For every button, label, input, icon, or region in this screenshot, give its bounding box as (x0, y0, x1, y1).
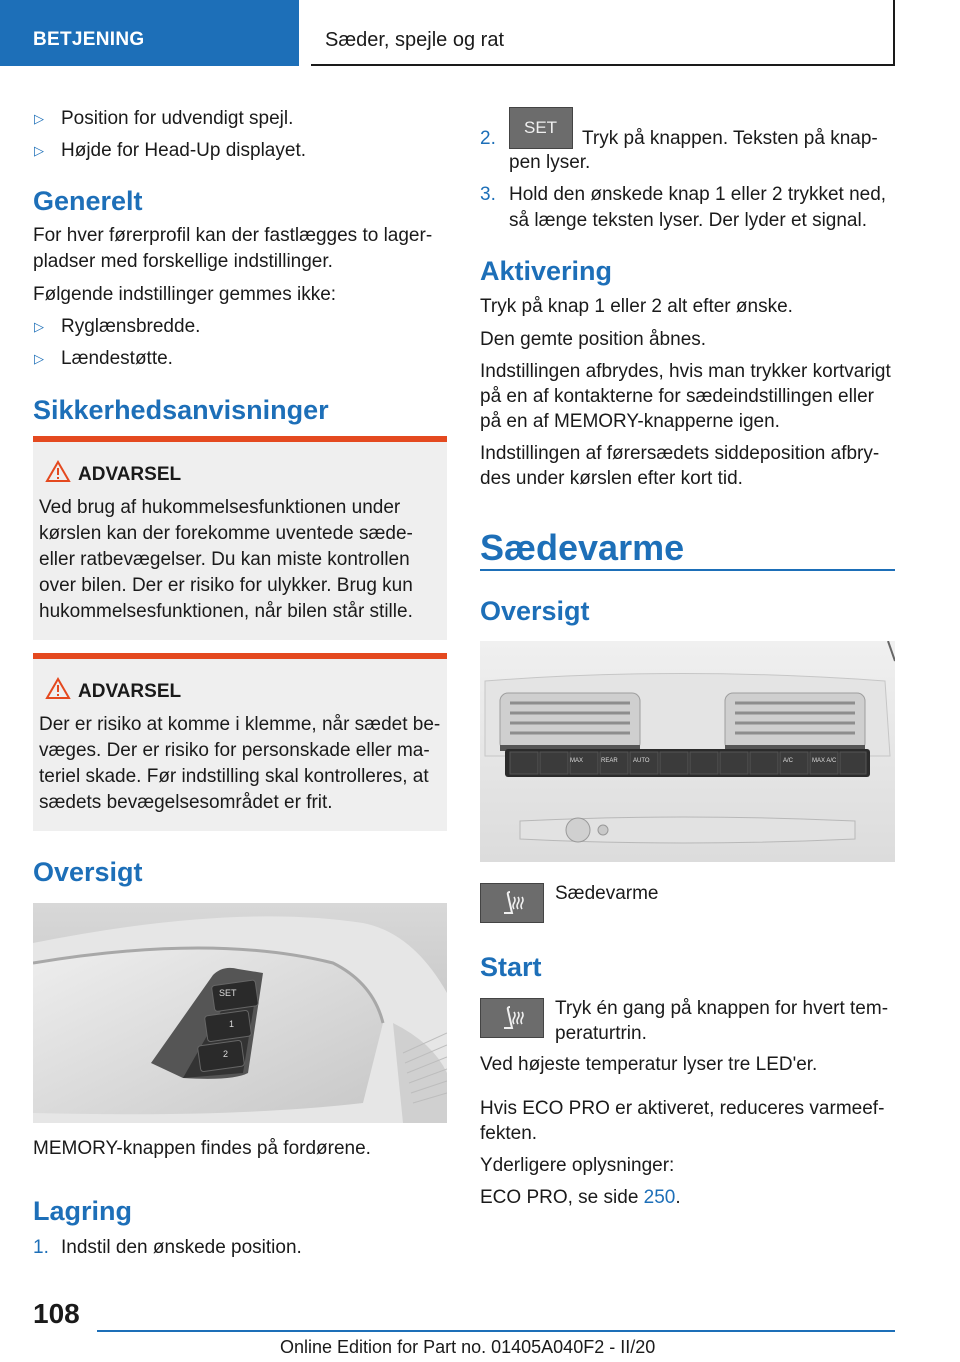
door-memory-photo (33, 903, 447, 1123)
paragraph: Ved højeste temperatur lyser tre LED'er. (480, 1054, 818, 1075)
step-number: 1. (33, 1237, 49, 1258)
edition-info: Online Edition for Part no. 01405A040F2 - II/20 (280, 1337, 656, 1357)
paragraph: Yderligere oplysninger: (480, 1155, 675, 1176)
step-text: pen lyser. (509, 152, 591, 173)
bullet-item: Lændestøtte. (61, 348, 173, 369)
bullet-item: Ryglænsbredde. (61, 316, 201, 337)
warning-line: væges. Der er risiko for personskade eller ma- (39, 740, 430, 761)
door-memory-button-1: 1 (229, 1019, 235, 1029)
paragraph-line: pladser med forskellige indstillinger. (33, 251, 333, 272)
heading-aktivering: Aktivering (480, 256, 613, 286)
heading-saedevarme: Sædevarme (480, 527, 685, 568)
seat-heating-icon (480, 883, 544, 923)
step-text: så længe teksten lyser. Der lyder et signal. (509, 210, 868, 231)
warning-line: Ved brug af hukommelsesfunktionen under (39, 497, 401, 518)
cross-reference (480, 1185, 681, 1210)
xref-prefix: ECO PRO, se side (480, 1187, 644, 1208)
paragraph-line: fekten. (480, 1123, 538, 1144)
paragraph-line: des under kørslen efter kort tid. (480, 468, 743, 489)
heading-oversigt-2: Oversigt (480, 596, 590, 626)
page-number: 108 (33, 1298, 80, 1329)
bullet-triangle-icon: ▷ (34, 111, 44, 126)
paragraph-line: Indstillingen afbrydes, hvis man trykker kortvarigt (480, 361, 891, 382)
heading-generelt: Generelt (33, 186, 143, 216)
console-label: REAR (601, 758, 618, 764)
door-set-button: SET (219, 988, 237, 998)
warning-line: Der er risiko at komme i klemme, når sædet be- (39, 714, 441, 735)
warning-triangle-icon (45, 460, 71, 483)
warning-bar (33, 653, 447, 659)
warning-line: kørslen kan der forekomme uventede sæde- (39, 523, 413, 544)
bullet-item: Højde for Head-Up displayet. (61, 140, 306, 161)
paragraph-line: på en af MEMORY-knapperne igen. (480, 411, 780, 432)
heading-sikkerhed: Sikkerhedsanvisninger (33, 395, 329, 425)
warning-title: ADVARSEL (78, 681, 182, 702)
console-label: MAX A/C (812, 758, 837, 764)
section-rule (480, 569, 895, 571)
bullet-item: Position for udvendigt spejl. (61, 108, 294, 129)
console-label: AUTO (633, 758, 650, 764)
warning-line: over bilen. Der er risiko for ulykker. Brug kun (39, 575, 413, 596)
icon-caption: Sædevarme (555, 883, 659, 904)
photo-caption: MEMORY-knappen findes på fordørene. (33, 1138, 371, 1159)
door-memory-button-2: 2 (223, 1049, 229, 1059)
paragraph: Den gemte position åbnes. (480, 329, 707, 350)
paragraph-line: Tryk én gang på knappen for hvert tem- (555, 998, 889, 1019)
warning-bar (33, 436, 447, 442)
section-label: BETJENING (33, 29, 145, 50)
heading-start: Start (480, 952, 542, 982)
footer-rule (97, 1330, 895, 1332)
step-number: 2. (480, 128, 496, 149)
bullet-triangle-icon: ▷ (34, 319, 44, 334)
chapter-title: Sæder, spejle og rat (325, 29, 504, 51)
warning-line: eller ratbevægelser. Du kan miste kontrollen (39, 549, 410, 570)
warning-line: hukommelsesfunktionen, når bilen står stille. (39, 601, 413, 622)
paragraph-line: Indstillingen af førersædets siddeposition afbry- (480, 443, 880, 464)
paragraph: Følgende indstillinger gemmes ikke: (33, 284, 337, 305)
bullet-triangle-icon: ▷ (34, 351, 44, 366)
console-label: MAX (570, 758, 584, 764)
paragraph-line: på en af kontakterne for sædeindstillingen eller (480, 386, 874, 407)
heading-lagring: Lagring (33, 1196, 132, 1226)
paragraph-line: For hver førerprofil kan der fastlægges to lager- (33, 225, 433, 246)
warning-box (33, 436, 447, 640)
page-link[interactable]: 250 (643, 1187, 676, 1208)
set-button-icon (509, 107, 573, 149)
heading-oversigt: Oversigt (33, 857, 143, 887)
chapter-header (311, 0, 895, 66)
warning-title: ADVARSEL (78, 464, 182, 485)
warning-line: sædets bevægelsesområdet er frit. (39, 792, 333, 813)
warning-triangle-icon (45, 677, 71, 700)
climate-console-photo (480, 641, 895, 862)
paragraph-line: peraturtrin. (555, 1023, 647, 1044)
step-text: Hold den ønskede knap 1 eller 2 trykket ned, (509, 184, 887, 205)
warning-box (33, 653, 447, 831)
step-number: 3. (480, 184, 496, 205)
set-button-label: SET (524, 118, 558, 137)
console-label: A/C (783, 758, 794, 764)
warning-line: teriel skade. Før indstilling skal kontrolleres, at (39, 766, 429, 787)
seat-heating-icon (480, 998, 544, 1038)
xref-suffix: . (675, 1187, 681, 1208)
step-text: Tryk på knappen. Teksten på knap- (582, 128, 878, 149)
step-text: Indstil den ønskede position. (61, 1237, 302, 1258)
section-tab (0, 0, 299, 66)
paragraph: Tryk på knap 1 eller 2 alt efter ønske. (480, 296, 793, 317)
bullet-triangle-icon: ▷ (34, 143, 44, 158)
paragraph-line: Hvis ECO PRO er aktiveret, reduceres varmeef- (480, 1098, 885, 1119)
